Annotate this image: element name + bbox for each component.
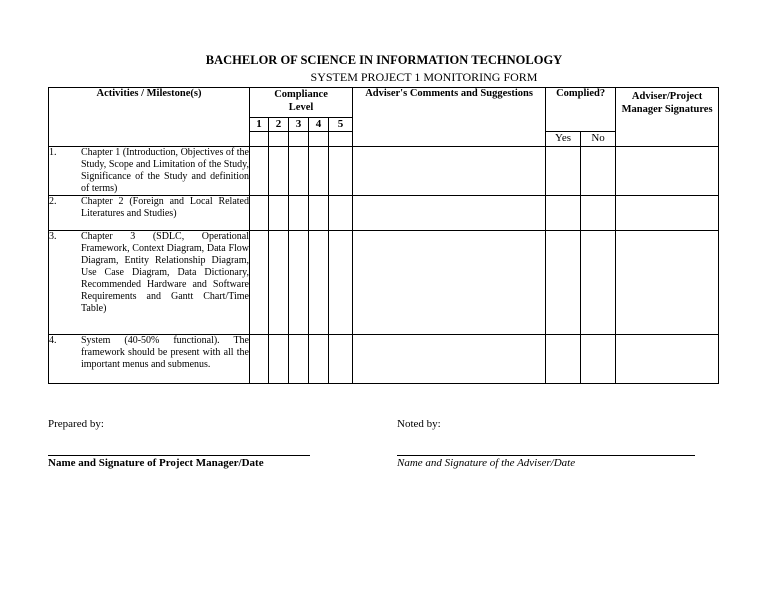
level-2-input[interactable] xyxy=(269,231,289,335)
level-1-blank xyxy=(250,132,269,147)
level-4-input[interactable] xyxy=(309,231,329,335)
table-row xyxy=(49,196,719,231)
prepared-by-label: Prepared by: xyxy=(48,418,104,430)
activity-text: Chapter 3 (SDLC, Operational Framework, Context Diagram, Data Flow Diagram, Entity Relationship Diagram, Use Case Diagram, Data Dictionary, Recommended Hardware and Software Requirements and Gantt Chart/Time Table) xyxy=(81,231,249,314)
complied-no-input[interactable] xyxy=(581,147,616,196)
level-3: 3 xyxy=(289,118,309,132)
header-comments: Adviser's Comments and Suggestions xyxy=(353,88,546,147)
header-compliance-line1: Compliance xyxy=(274,89,328,100)
pm-signature-caption: Name and Signature of Project Manager/Date xyxy=(48,457,264,469)
activity-cell xyxy=(49,196,250,231)
form-title: BACHELOR OF SCIENCE IN INFORMATION TECHNOLOGY xyxy=(205,53,563,67)
level-1-input[interactable] xyxy=(250,335,269,384)
level-1-input[interactable] xyxy=(250,147,269,196)
level-1-input[interactable] xyxy=(250,231,269,335)
comments-input[interactable] xyxy=(353,147,546,196)
level-3-input[interactable] xyxy=(289,147,309,196)
table-row xyxy=(49,335,719,384)
activity-number: 3. xyxy=(49,231,57,242)
level-5-input[interactable] xyxy=(329,335,353,384)
level-4-blank xyxy=(309,132,329,147)
table-row xyxy=(49,231,719,335)
level-2-input[interactable] xyxy=(269,196,289,231)
activity-text: Chapter 2 (Foreign and Local Related Literatures and Studies) xyxy=(81,196,249,219)
signature-input[interactable] xyxy=(616,335,719,384)
level-4-input[interactable] xyxy=(309,335,329,384)
level-1-input[interactable] xyxy=(250,196,269,231)
adviser-signature-line[interactable] xyxy=(397,455,695,456)
level-2-blank xyxy=(269,132,289,147)
complied-yes-input[interactable] xyxy=(546,147,581,196)
level-4-input[interactable] xyxy=(309,196,329,231)
complied-no-input[interactable] xyxy=(581,231,616,335)
signature-input[interactable] xyxy=(616,147,719,196)
activity-text: Chapter 1 (Introduction, Objectives of the Study, Scope and Limitation of the Study, Significance of the Study and definition of terms) xyxy=(81,147,249,194)
header-signatures: Adviser/Project Manager Signatures xyxy=(616,88,719,147)
signature-input[interactable] xyxy=(616,231,719,335)
level-1: 1 xyxy=(250,118,269,132)
level-5-input[interactable] xyxy=(329,231,353,335)
header-activities: Activities / Milestone(s) xyxy=(49,88,250,147)
level-3-input[interactable] xyxy=(289,231,309,335)
activity-cell xyxy=(49,335,250,384)
level-2-input[interactable] xyxy=(269,147,289,196)
comments-input[interactable] xyxy=(353,196,546,231)
level-3-input[interactable] xyxy=(289,196,309,231)
activity-cell xyxy=(49,231,250,335)
table-row xyxy=(49,147,719,196)
header-complied: Complied? xyxy=(546,88,616,132)
complied-yes-input[interactable] xyxy=(546,335,581,384)
monitoring-table xyxy=(48,87,719,384)
level-2: 2 xyxy=(269,118,289,132)
level-5-blank xyxy=(329,132,353,147)
complied-yes-input[interactable] xyxy=(546,196,581,231)
level-5-input[interactable] xyxy=(329,196,353,231)
comments-input[interactable] xyxy=(353,335,546,384)
level-3-input[interactable] xyxy=(289,335,309,384)
level-3-blank xyxy=(289,132,309,147)
level-5: 5 xyxy=(329,118,353,132)
activity-number: 1. xyxy=(49,147,57,158)
complied-no-input[interactable] xyxy=(581,196,616,231)
complied-no-input[interactable] xyxy=(581,335,616,384)
adviser-signature-caption: Name and Signature of the Adviser/Date xyxy=(397,457,576,469)
signature-input[interactable] xyxy=(616,196,719,231)
comments-input[interactable] xyxy=(353,231,546,335)
complied-no: No xyxy=(581,132,616,147)
activity-number: 4. xyxy=(49,335,57,346)
level-4-input[interactable] xyxy=(309,147,329,196)
activity-cell xyxy=(49,147,250,196)
form-subtitle: SYSTEM PROJECT 1 MONITORING FORM xyxy=(310,70,538,84)
pm-signature-line[interactable] xyxy=(48,455,310,456)
activity-number: 2. xyxy=(49,196,57,207)
header-compliance-level xyxy=(250,88,353,118)
complied-yes: Yes xyxy=(546,132,581,147)
level-5-input[interactable] xyxy=(329,147,353,196)
header-compliance-line2: Level xyxy=(288,102,314,113)
activity-text: System (40-50% functional). The framework should be present with all the important menus and submenus. xyxy=(81,335,249,370)
noted-by-label: Noted by: xyxy=(397,418,441,430)
complied-yes-input[interactable] xyxy=(546,231,581,335)
level-2-input[interactable] xyxy=(269,335,289,384)
level-4: 4 xyxy=(309,118,329,132)
